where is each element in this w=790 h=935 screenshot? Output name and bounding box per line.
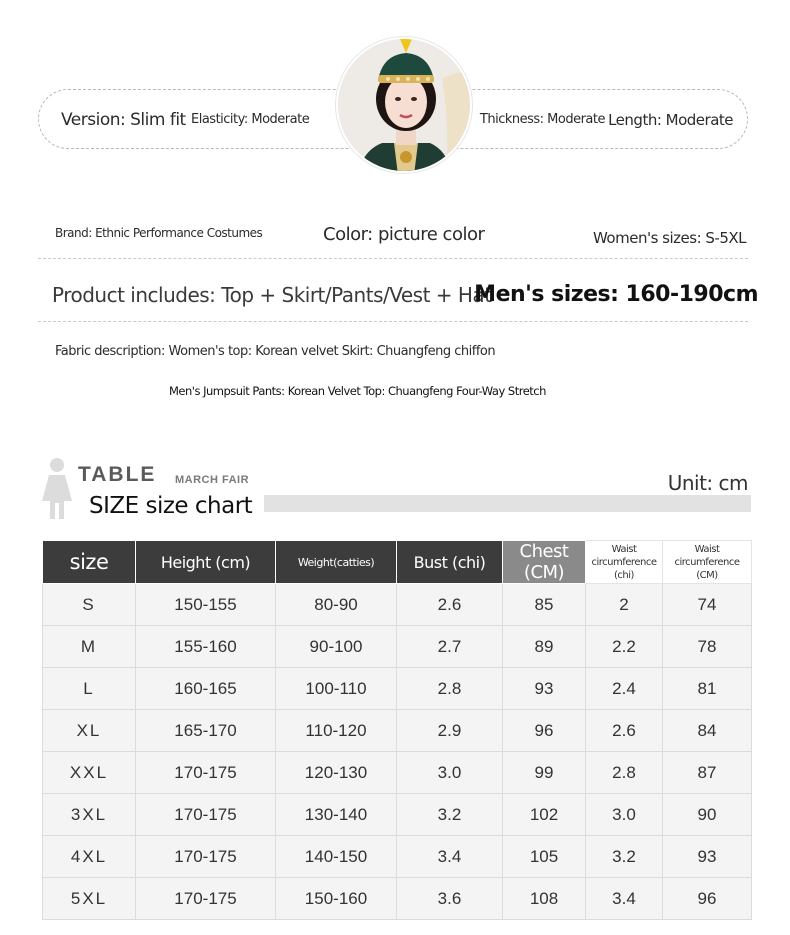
cell-waist-cm: 87 (663, 752, 752, 794)
header-size: size (43, 541, 136, 584)
divider-2 (38, 321, 748, 322)
table-row (43, 626, 752, 668)
cell-bust: 2.8 (397, 668, 503, 710)
brand-info: Brand: Ethnic Performance Costumes (55, 226, 263, 240)
header-waist-chi: Waist circumference (chi) (586, 541, 663, 584)
person-icon (40, 457, 74, 519)
table-row (43, 668, 752, 710)
table-row (43, 878, 752, 920)
cell-height: 170-175 (136, 794, 276, 836)
cell-height: 155-160 (136, 626, 276, 668)
cell-waist-cm: 81 (663, 668, 752, 710)
table-row (43, 836, 752, 878)
cell-size: 4XL (43, 836, 136, 878)
length-attribute: Length: Moderate (608, 111, 733, 129)
cell-size: S (43, 584, 136, 626)
cell-weight: 130-140 (276, 794, 397, 836)
cell-waist-chi: 3.0 (586, 794, 663, 836)
cell-bust: 3.2 (397, 794, 503, 836)
cell-waist-cm: 96 (663, 878, 752, 920)
cell-chest: 93 (503, 668, 586, 710)
table-header-row (43, 541, 752, 584)
cell-waist-cm: 74 (663, 584, 752, 626)
header-waist-cm: Waist circumference (CM) (663, 541, 752, 584)
womens-sizes-info: Women's sizes: S-5XL (592, 229, 746, 247)
cell-size: 5XL (43, 878, 136, 920)
cell-weight: 110-120 (276, 710, 397, 752)
cell-weight: 140-150 (276, 836, 397, 878)
cell-weight: 90-100 (276, 626, 397, 668)
cell-height: 150-155 (136, 584, 276, 626)
cell-chest: 102 (503, 794, 586, 836)
cell-waist-chi: 2.6 (586, 710, 663, 752)
cell-waist-chi: 3.2 (586, 836, 663, 878)
cell-size: XL (43, 710, 136, 752)
cell-waist-chi: 2.2 (586, 626, 663, 668)
cell-size: L (43, 668, 136, 710)
divider-1 (38, 258, 748, 259)
model-portrait (336, 37, 472, 173)
cell-chest: 96 (503, 710, 586, 752)
cell-bust: 2.9 (397, 710, 503, 752)
cell-chest: 99 (503, 752, 586, 794)
size-chart-title: SIZE size chart (89, 493, 253, 519)
header-weight: Weight(catties) (276, 541, 397, 584)
unit-label: Unit: cm (667, 471, 748, 495)
cell-waist-chi: 2 (586, 584, 663, 626)
table-row (43, 752, 752, 794)
cell-waist-cm: 90 (663, 794, 752, 836)
size-table (42, 540, 752, 920)
version-attribute: Version: Slim fit (61, 110, 186, 130)
cell-size: M (43, 626, 136, 668)
cell-chest: 108 (503, 878, 586, 920)
cell-bust: 3.0 (397, 752, 503, 794)
color-info: Color: picture color (323, 224, 485, 245)
fabric-women-info: Fabric description: Women's top: Korean velvet Skirt: Chuangfeng chiffon (55, 344, 496, 359)
cell-weight: 120-130 (276, 752, 397, 794)
cell-waist-chi: 3.4 (586, 878, 663, 920)
cell-height: 170-175 (136, 878, 276, 920)
cell-height: 170-175 (136, 752, 276, 794)
cell-weight: 150-160 (276, 878, 397, 920)
cell-waist-chi: 2.8 (586, 752, 663, 794)
cell-bust: 2.7 (397, 626, 503, 668)
cell-waist-cm: 78 (663, 626, 752, 668)
march-fair-label: MARCH FAIR (175, 474, 250, 486)
cell-height: 170-175 (136, 836, 276, 878)
table-title: TABLE (78, 463, 157, 486)
mens-sizes-info: Men's sizes: 160-190cm (474, 282, 758, 307)
cell-waist-cm: 93 (663, 836, 752, 878)
cell-weight: 80-90 (276, 584, 397, 626)
cell-chest: 85 (503, 584, 586, 626)
table-row (43, 584, 752, 626)
cell-chest: 89 (503, 626, 586, 668)
cell-waist-cm: 84 (663, 710, 752, 752)
table-row (43, 710, 752, 752)
cell-bust: 3.4 (397, 836, 503, 878)
cell-bust: 3.6 (397, 878, 503, 920)
title-bar (264, 495, 751, 512)
table-row (43, 794, 752, 836)
cell-size: XXL (43, 752, 136, 794)
elasticity-attribute: Elasticity: Moderate (191, 112, 310, 127)
cell-height: 160-165 (136, 668, 276, 710)
product-includes-info: Product includes: Top + Skirt/Pants/Vest + Hat (52, 283, 492, 307)
header-bust: Bust (chi) (397, 541, 503, 584)
header-chest: Chest (CM) (503, 541, 586, 584)
cell-height: 165-170 (136, 710, 276, 752)
thickness-attribute: Thickness: Moderate (479, 112, 605, 127)
cell-waist-chi: 2.4 (586, 668, 663, 710)
cell-size: 3XL (43, 794, 136, 836)
header-height: Height (cm) (136, 541, 276, 584)
cell-chest: 105 (503, 836, 586, 878)
fabric-men-info: Men's Jumpsuit Pants: Korean Velvet Top: Chuangfeng Four-Way Stretch (169, 384, 546, 398)
cell-weight: 100-110 (276, 668, 397, 710)
cell-bust: 2.6 (397, 584, 503, 626)
